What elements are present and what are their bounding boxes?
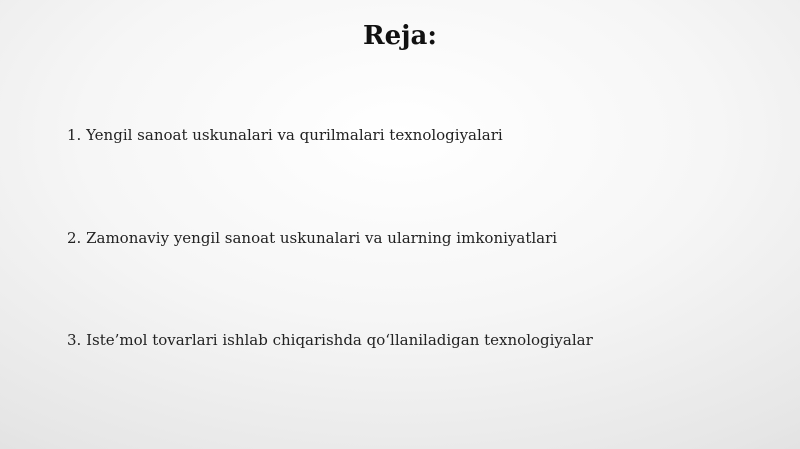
- agenda-item-3: 3. Iste’mol tovarlari ishlab chiqarishda qo‘llaniladigan texnologiyalar: [67, 331, 593, 349]
- agenda-item-1: 1. Yengil sanoat uskunalari va qurilmalari texnologiyalari: [67, 126, 503, 144]
- slide-title: Reja:: [362, 21, 437, 51]
- agenda-item-2: 2. Zamonaviy yengil sanoat uskunalari va ularning imkoniyatlari: [67, 229, 558, 247]
